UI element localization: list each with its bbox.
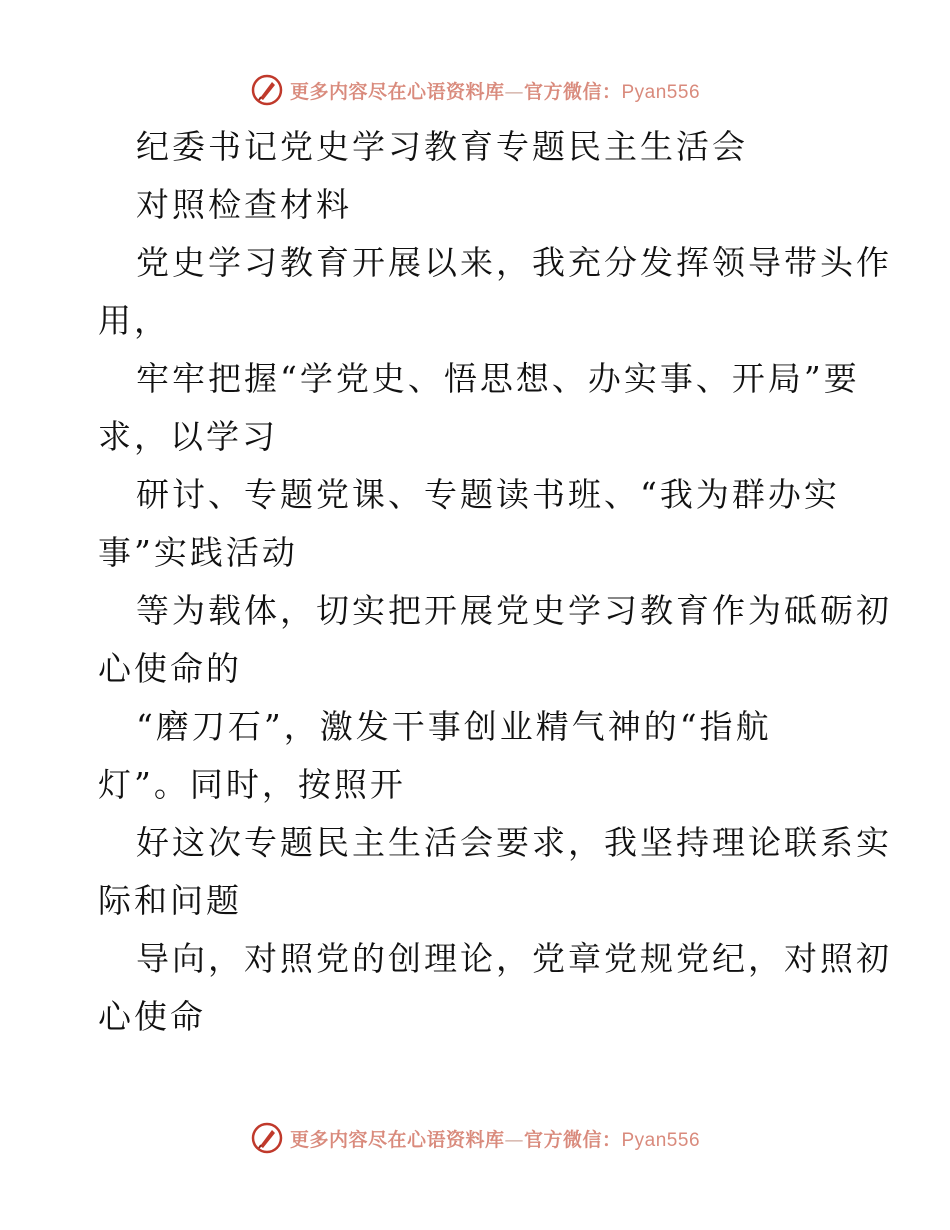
paragraph-line: 际和问题 (98, 881, 242, 920)
paragraph-line: 牢牢把握“学党史、悟思想、办实事、开局”要 (136, 359, 860, 398)
document-subtitle: 对照检查材料 (136, 185, 352, 224)
document-title: 纪委书记党史学习教育专题民主生活会 (136, 127, 748, 166)
watermark-text: 更多内容尽在心语资料库—官方微信：Pyan556 (289, 1128, 701, 1151)
paragraph-line: 事”实践活动 (98, 533, 298, 572)
footer-watermark (0, 1118, 950, 1158)
paragraph-line: 心使命 (98, 997, 206, 1036)
paragraph-line: 等为载体，切实把开展党史学习教育作为砥砺初 (136, 591, 892, 630)
paragraph-line: 求，以学习 (98, 417, 278, 456)
paragraph-line: 导向，对照党的创理论，党章党规党纪，对照初 (136, 939, 892, 978)
paragraph-line: 好这次专题民主生活会要求，我坚持理论联系实 (136, 823, 892, 862)
paragraph-line: 党史学习教育开展以来，我充分发挥领导带头作 (136, 243, 892, 282)
quill-pen-logo-icon (250, 73, 284, 107)
paragraph-line: 心使命的 (98, 649, 242, 688)
header-watermark (0, 70, 950, 110)
paragraph-line: 灯”。同时，按照开 (98, 765, 406, 804)
paragraph-line: 用， (98, 301, 170, 340)
document-body (98, 118, 892, 1046)
paragraph-line: “磨刀石”，激发干事创业精气神的“指航 (136, 707, 772, 746)
watermark-text: 更多内容尽在心语资料库—官方微信：Pyan556 (289, 80, 701, 103)
quill-pen-logo-icon (250, 1121, 284, 1155)
paragraph-line: 研讨、专题党课、专题读书班、“我为群办实 (136, 475, 840, 514)
